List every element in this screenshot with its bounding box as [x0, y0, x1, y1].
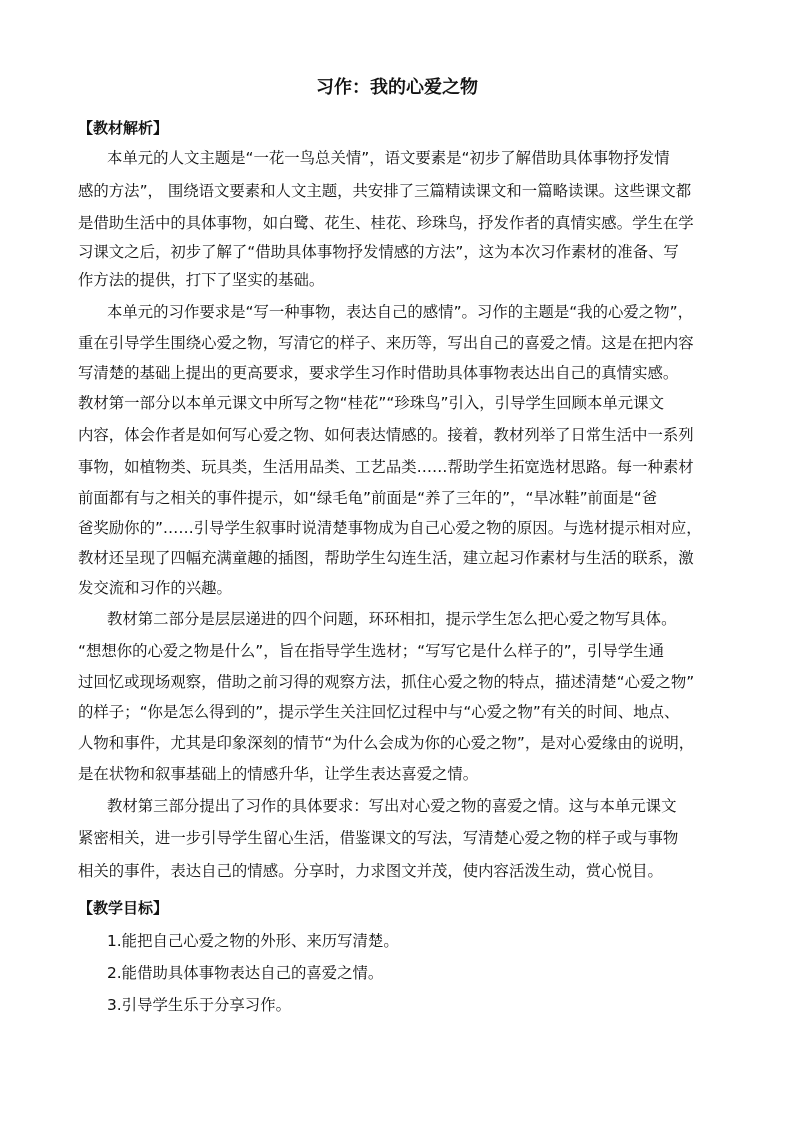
section-heading-goals: 【教学目标】 [78, 899, 169, 917]
goal-item: 2.能借助具体事物表达自己的喜爱之情。 [107, 964, 384, 982]
page-title: 习作：我的心爱之物 [316, 77, 478, 98]
paragraph-line: “想想你的心爱之物是什么”，旨在指导学生选材；“写写它是什么样子的”，引导学生通 [78, 642, 664, 660]
paragraph-line: 相关的事件，表达自己的情感。分享时，力求图文并茂，使内容活泼生动，赏心悦目。 [78, 862, 663, 880]
paragraph-line: 过回忆或现场观察，借助之前习得的观察方法，抓住心爱之物的特点，描述清楚“心爱之物” [78, 673, 695, 691]
paragraph-line: 作方法的提供，打下了坚实的基础。 [78, 271, 325, 289]
paragraph-line: 感的方法”， 围绕语文要素和人文主题，共安排了三篇精读课文和一篇略读课。这些课文都 [78, 182, 692, 200]
paragraph-line: 写清楚的基础上提出的更高要求，要求学生习作时借助具体事物表达出自己的真情实感。 [78, 364, 679, 382]
paragraph-line: 本单元的习作要求是“写一种事物，表达自己的感情”。习作的主题是“我的心爱之物”， [107, 303, 693, 321]
paragraph-line: 教材还呈现了四幅充满童趣的插图，帮助学生勾连生活，建立起习作素材与生活的联系，激 [78, 549, 694, 567]
paragraph-line: 事物，如植物类、玩具类，生活用品类、工艺品类……帮助学生拓宽选材思路。每一种素材 [78, 458, 694, 476]
goal-item: 1.能把自己心爱之物的外形、来历写清楚。 [107, 932, 399, 950]
paragraph-line: 前面都有与之相关的事件提示，如“绿毛龟”前面是“养了三年的”，“旱冰鞋”前面是“爸 [78, 489, 658, 507]
paragraph-line: 是借助生活中的具体事物，如白鹭、花生、桂花、珍珠鸟，抒发作者的真情实感。学生在学 [78, 214, 694, 232]
goal-item: 3.引导学生乐于分享习作。 [107, 996, 291, 1014]
paragraph-line: 紧密相关，进一步引导学生留心生活，借鉴课文的写法，写清楚心爱之物的样子或与事物 [78, 829, 679, 847]
paragraph-line: 教材第二部分是层层递进的四个问题，环环相扣，提示学生怎么把心爱之物写具体。 [107, 610, 677, 628]
section-heading-analysis: 【教材解析】 [78, 119, 169, 137]
paragraph-line: 发交流和习作的兴趣。 [78, 579, 232, 597]
paragraph-line: 是在状物和叙事基础上的情感升华，让学生表达喜爱之情。 [78, 765, 479, 783]
paragraph-line: 本单元的人文主题是“一花一鸟总关情”，语文要素是“初步了解借助具体事物抒发情 [107, 149, 670, 167]
paragraph-line: 的样子；“你是怎么得到的”，提示学生关注回忆过程中与“心爱之物”有关的时间、地点、 [78, 703, 680, 721]
paragraph-line: 爸奖励你的”……引导学生叙事时说清楚事物成为自己心爱之物的原因。与选材提示相对应， [78, 519, 702, 537]
paragraph-line: 习课文之后，初步了解了“借助具体事物抒发情感的方法”，这为本次习作素材的准备、写 [78, 243, 679, 261]
paragraph-line: 内容，体会作者是如何写心爱之物、如何表达情感的。接着，教材列举了日常生活中一系列 [78, 426, 694, 444]
paragraph-line: 教材第一部分以本单元课文中所写之物“桂花”“珍珠鸟”引入，引导学生回顾本单元课文 [78, 394, 664, 412]
paragraph-line: 人物和事件，尤其是印象深刻的情节“为什么会成为你的心爱之物”，是对心爱缘由的说明， [78, 734, 695, 752]
paragraph-line: 重在引导学生围绕心爱之物，写清它的样子、来历等，写出自己的喜爱之情。这是在把内容 [78, 334, 694, 352]
paragraph-line: 教材第三部分提出了习作的具体要求：写出对心爱之物的喜爱之情。这与本单元课文 [107, 797, 677, 815]
